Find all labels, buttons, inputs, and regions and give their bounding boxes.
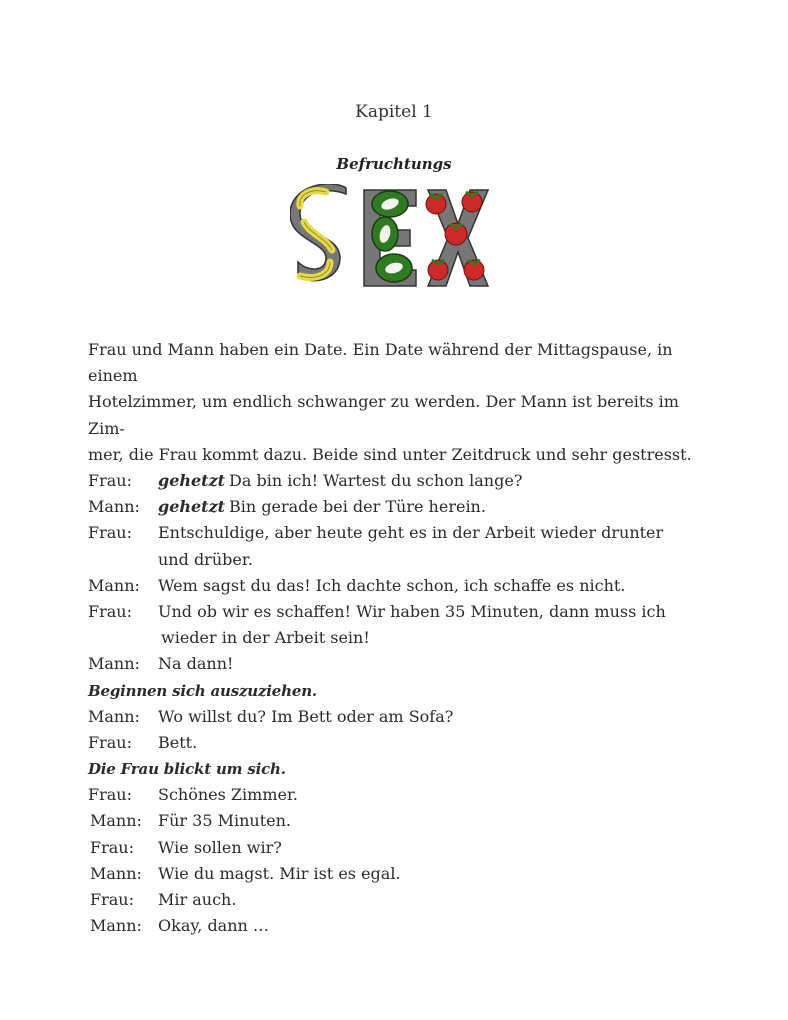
- line-text: Schönes Zimmer.: [158, 785, 298, 805]
- line-text: Entschuldige, aber heute geht es in der Arbeit wieder drunter: [158, 523, 664, 543]
- stage-action: gehetzt: [158, 471, 226, 490]
- line-text: Bett.: [158, 732, 198, 752]
- speaker: Frau:: [88, 523, 132, 543]
- dialogue-line: [88, 887, 708, 913]
- line-text: Wo willst du? Im Bett oder am Sofa?: [158, 706, 454, 726]
- speaker: Mann:: [88, 654, 140, 674]
- dialogue-line: [88, 704, 708, 730]
- intro-line: Hotelzimmer, um endlich schwanger zu werden. Der Mann ist bereits im Zim-: [88, 392, 679, 438]
- speaker: Frau:: [90, 837, 134, 857]
- line-text: Okay, dann …: [158, 916, 269, 936]
- stage-direction: Beginnen sich auszuziehen.: [88, 681, 317, 700]
- letter-x-strawberry: [426, 190, 488, 286]
- dialogue-continuation: und drüber.: [158, 549, 253, 569]
- letter-e-kiwi: [364, 190, 416, 286]
- stage-action: gehetzt: [158, 497, 226, 517]
- dialogue: [88, 468, 708, 939]
- chapter-heading: Kapitel 1: [355, 102, 433, 122]
- dialogue-line: [88, 599, 708, 625]
- dialogue-line: [88, 913, 708, 939]
- speaker: Frau:: [88, 785, 132, 805]
- letter-s-banana: [290, 184, 346, 281]
- logo-subtitle: Befruchtungs: [336, 155, 452, 173]
- dialogue-line: [88, 651, 708, 677]
- speaker: Mann:: [90, 916, 142, 936]
- line-text: Na dann!: [158, 654, 234, 674]
- line-text: Und ob wir es schaffen! Wir haben 35 Minuten, dann muss ich: [158, 601, 666, 621]
- speaker: Mann:: [88, 497, 140, 517]
- line-text: Wie du magst. Mir ist es egal.: [158, 863, 401, 883]
- dialogue-line: [88, 808, 708, 834]
- line-text: Wie sollen wir?: [158, 837, 282, 857]
- dialogue-line: [88, 573, 708, 599]
- dialogue-line: [88, 494, 708, 520]
- stage-direction: Die Frau blickt um sich.: [88, 760, 286, 779]
- intro-line: mer, die Frau kommt dazu. Beide sind unter Zeitdruck und sehr gestresst.: [88, 444, 692, 464]
- dialogue-continuation: wieder in der Arbeit sein!: [161, 628, 370, 648]
- dialogue-line: [88, 520, 708, 546]
- dialogue-line: [88, 468, 708, 494]
- line-text: Mir auch.: [158, 890, 237, 909]
- dialogue-line: [88, 730, 708, 756]
- line-text: Da bin ich! Wartest du schon lange?: [229, 471, 523, 490]
- line-text: Bin gerade bei der Türe herein.: [229, 497, 486, 517]
- speaker: Mann:: [88, 575, 140, 595]
- speaker: Mann:: [90, 863, 142, 883]
- speaker: Frau:: [90, 890, 134, 909]
- speaker: Frau:: [88, 601, 132, 621]
- speaker: Frau:: [88, 732, 132, 752]
- speaker: Frau:: [88, 471, 132, 490]
- intro-line: Frau und Mann haben ein Date. Ein Date während der Mittagspause, in einem: [88, 340, 673, 386]
- line-text: Wem sagst du das! Ich dachte schon, ich schaffe es nicht.: [158, 575, 626, 595]
- dialogue-line: [88, 835, 708, 861]
- speaker: Mann:: [90, 811, 142, 831]
- sex-logo: [290, 184, 490, 292]
- speaker: Mann:: [88, 706, 140, 726]
- dialogue-line: [88, 861, 708, 887]
- line-text: Für 35 Minuten.: [158, 811, 291, 831]
- intro-paragraph: [88, 337, 700, 468]
- dialogue-line: [88, 782, 708, 808]
